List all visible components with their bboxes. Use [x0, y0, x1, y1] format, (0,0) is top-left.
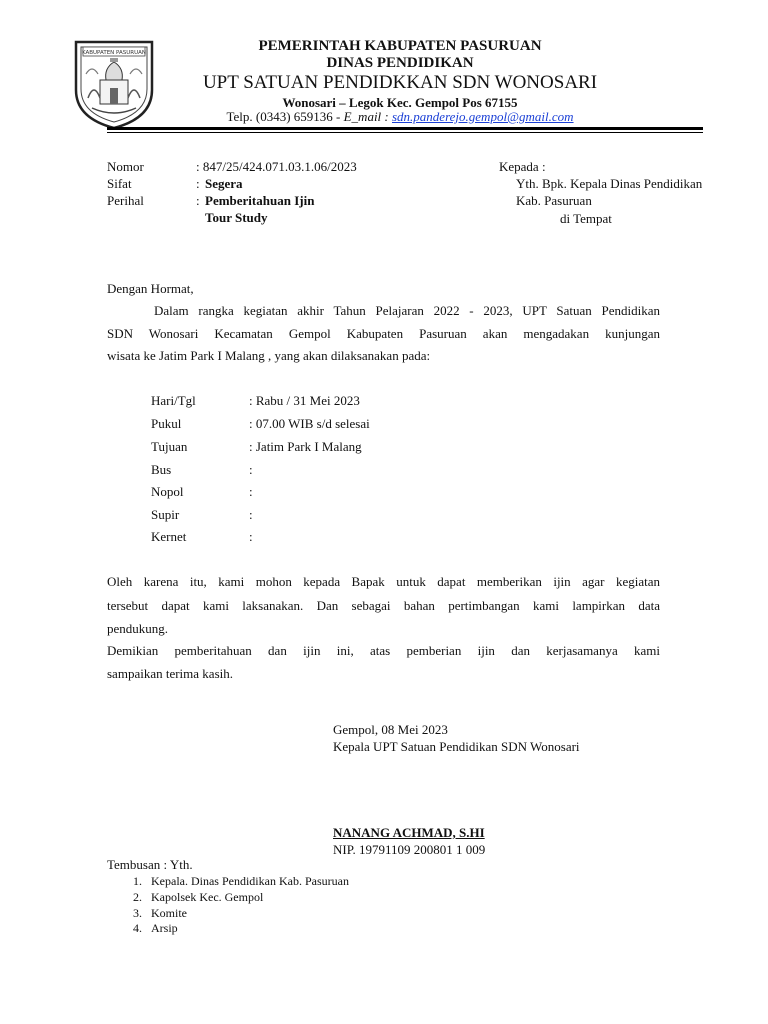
paragraph2-line3: pendukung. [107, 621, 169, 636]
detail-label: Hari/Tgl [151, 393, 196, 408]
paragraph2-line1: Oleh karena itu, kami mohon kepada Bapak untuk dapat memberikan ijin agar kegiatan [107, 574, 660, 589]
paragraph3-line1: Demikian pemberitahuan dan ijin ini, atas pemberian ijin dan kerjasamanya kami [107, 643, 660, 658]
detail-label: Bus [151, 462, 172, 477]
detail-value: : [249, 529, 253, 544]
cc-item-text: Kepala. Dinas Pendidikan Kab. Pasuruan [151, 874, 349, 888]
sifat-value: Segera [205, 176, 243, 191]
letterhead-address: Wonosari – Legok Kec. Gempol Pos 67155 [282, 95, 518, 110]
recipient-line1: Yth. Bpk. Kepala Dinas Pendidikan [516, 176, 703, 191]
signer-nip: NIP. 19791109 200801 1 009 [333, 842, 486, 857]
detail-label: Tujuan [151, 439, 188, 454]
paragraph1-line3: wisata ke Jatim Park I Malang , yang akan dilaksanakan pada: [107, 348, 431, 363]
email-label: E_mail : [343, 109, 389, 124]
email-link[interactable]: sdn.panderejo.gempol@gmail.com [392, 109, 574, 124]
signer-name: NANANG ACHMAD, S.HI [333, 825, 485, 840]
phone-text: Telp. (0343) 659136 - [226, 109, 344, 124]
cc-item-number: 3. [133, 906, 142, 920]
perihal-value-line2: Tour Study [205, 210, 268, 225]
sifat-label: Sifat [107, 176, 132, 191]
detail-value: : [249, 507, 253, 522]
perihal-label: Perihal [107, 193, 144, 208]
letterhead-government: PEMERINTAH KABUPATEN PASURUAN [258, 38, 542, 54]
cc-item-text: Komite [151, 906, 187, 920]
greeting: Dengan Hormat, [107, 281, 194, 296]
nomor-value: : 847/25/424.071.03.1.06/2023 [196, 159, 357, 174]
signer-position: Kepala UPT Satuan Pendidikan SDN Wonosari [333, 739, 580, 754]
perihal-value-line1: Pemberitahuan Ijin [205, 193, 315, 208]
detail-label: Supir [151, 507, 180, 522]
cc-item-number: 2. [133, 890, 142, 904]
kepada-label: Kepada : [499, 159, 546, 174]
detail-label: Nopol [151, 484, 184, 499]
paragraph3-line2: sampaikan terima kasih. [107, 666, 233, 681]
paragraph1-line1: Dalam rangka kegiatan akhir Tahun Pelajaran 2022 - 2023, UPT Satuan Pendidikan [154, 303, 660, 318]
cc-item-number: 1. [133, 874, 142, 888]
recipient-line3: di Tempat [560, 211, 612, 226]
paragraph2-line2: tersebut dapat kami laksanakan. Dan sebagai bahan pertimbangan kami lampirkan data [107, 598, 660, 613]
detail-value: : [249, 462, 253, 477]
place-date: Gempol, 08 Mei 2023 [333, 722, 448, 737]
cc-item-text: Arsip [151, 921, 178, 935]
detail-value: : [249, 484, 253, 499]
kabupaten-pasuruan-emblem [70, 38, 158, 130]
letterhead-school: UPT SATUAN PENDIDKKAN SDN WONOSARI [202, 72, 598, 93]
detail-label: Pukul [151, 416, 182, 431]
detail-label: Kernet [151, 529, 187, 544]
letterhead-contact [170, 109, 630, 125]
recipient-line2: Kab. Pasuruan [516, 193, 592, 208]
detail-value: : 07.00 WIB s/d selesai [249, 416, 370, 431]
perihal-colon: : [196, 193, 200, 208]
sifat-colon: : [196, 176, 200, 191]
svg-text:KABUPATEN PASURUAN: KABUPATEN PASURUAN [81, 50, 147, 56]
paragraph1-line2: SDN Wonosari Kecamatan Gempol Kabupaten Pasuruan akan mengadakan kunjungan [107, 326, 660, 341]
detail-value: : Rabu / 31 Mei 2023 [249, 393, 360, 408]
detail-value: : Jatim Park I Malang [249, 439, 362, 454]
letterhead-office: DINAS PENDIDIKAN [326, 55, 474, 71]
nomor-label: Nomor [107, 159, 144, 174]
cc-title: Tembusan : Yth. [107, 857, 193, 872]
letterhead-rule-thick [107, 127, 703, 130]
cc-item-text: Kapolsek Kec. Gempol [151, 890, 264, 904]
cc-item-number: 4. [133, 921, 142, 935]
letterhead-rule-thin [107, 132, 703, 133]
